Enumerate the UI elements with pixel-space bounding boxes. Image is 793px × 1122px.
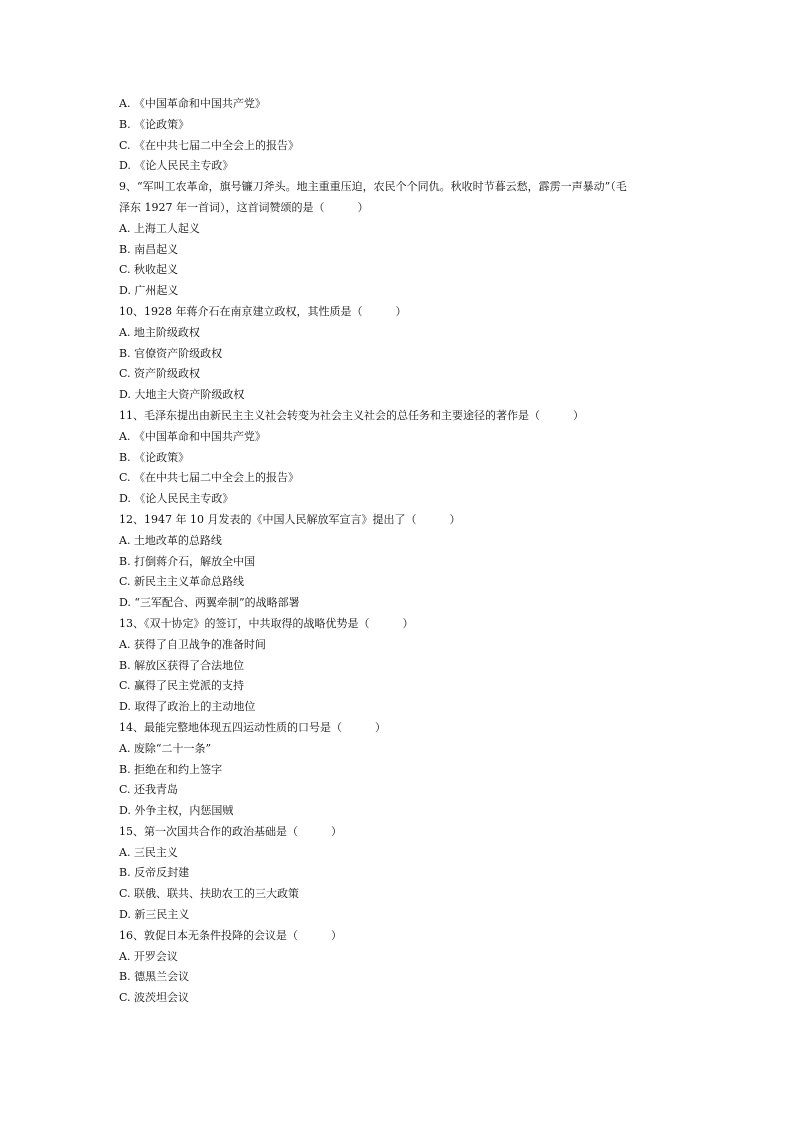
question-text [119,94,679,1009]
text-line: B. 德黑兰会议 [119,970,190,984]
text-line: 11、毛泽东提出由新民主主义社会转变为社会主义社会的总任务和主要途径的著作是（ ） [119,408,584,422]
text-line: C. 波茨坦会议 [119,991,190,1005]
text-line: 14、最能完整地体现五四运动性质的口号是（ ） [119,720,386,734]
text-line: B. 官僚资产阶级政权 [119,346,223,360]
text-line: D. 《论人民民主专政》 [119,159,234,173]
text-line: D. 外争主权，内惩国贼 [119,804,234,818]
text-line: C. 联俄、联共、扶助农工的三大政策 [119,887,300,901]
text-line: C. 《在中共七届二中全会上的报告》 [119,471,300,485]
text-line: 9、“军叫工农革命，旗号镰刀斧头。地主重重压迫，农民个个同仇。秋收时节暮云愁，霹雳一声暴动”（毛 [119,180,627,194]
text-line: 泽东 1927 年一首词），这首词赞颂的是（ ） [119,200,369,214]
text-line: D. “三军配合、两翼牵制”的战略部署 [119,596,300,610]
text-line: 16、敦促日本无条件投降的会议是（ ） [119,928,342,942]
text-line: 10、1928 年蒋介石在南京建立政权，其性质是（ ） [119,304,407,318]
text-line: A. 开罗会议 [119,949,178,963]
text-line: A. 《中国革命和中国共产党》 [119,429,266,443]
text-line: C. 《在中共七届二中全会上的报告》 [119,138,300,152]
text-line: B. 拒绝在和约上签字 [119,762,223,776]
text-line: B. 《论政策》 [119,450,190,464]
text-line: A. 废除“二十一条” [119,741,212,755]
text-line: C. 新民主主义革命总路线 [119,575,245,589]
text-line: A. 上海工人起义 [119,221,200,235]
text-line: A. 三民主义 [119,845,178,859]
text-line: D. 广州起义 [119,284,179,298]
text-line: A. 土地改革的总路线 [119,533,222,547]
text-line: 13、《双十协定》的签订，中共取得的战略优势是（ ） [119,616,414,630]
text-line: A. 地主阶级政权 [119,325,200,339]
text-line: B. 南昌起义 [119,242,179,256]
text-line: A. 获得了自卫战争的准备时间 [119,637,266,651]
text-line: D. 取得了政治上的主动地位 [119,700,256,714]
text-line: C. 赢得了民主党派的支持 [119,679,245,693]
text-line: 12、1947 年 10 月发表的《中国人民解放军宣言》提出了（ ） [119,512,461,526]
text-line: D. 大地主大资产阶级政权 [119,388,245,402]
text-line: 15、第一次国共合作的政治基础是（ ） [119,824,342,838]
text-line: A. 《中国革命和中国共产党》 [119,97,266,110]
text-line: C. 秋收起义 [119,263,179,277]
text-line: D. 新三民主义 [119,908,190,922]
text-line: D. 《论人民民主专政》 [119,492,234,506]
text-line: B. 《论政策》 [119,117,190,131]
text-line: C. 还我青岛 [119,783,179,797]
text-line: B. 打倒蒋介石，解放全中国 [119,554,256,568]
text-line: B. 解放区获得了合法地位 [119,658,245,672]
text-line: C. 资产阶级政权 [119,367,201,381]
text-line: B. 反帝反封建 [119,866,190,880]
